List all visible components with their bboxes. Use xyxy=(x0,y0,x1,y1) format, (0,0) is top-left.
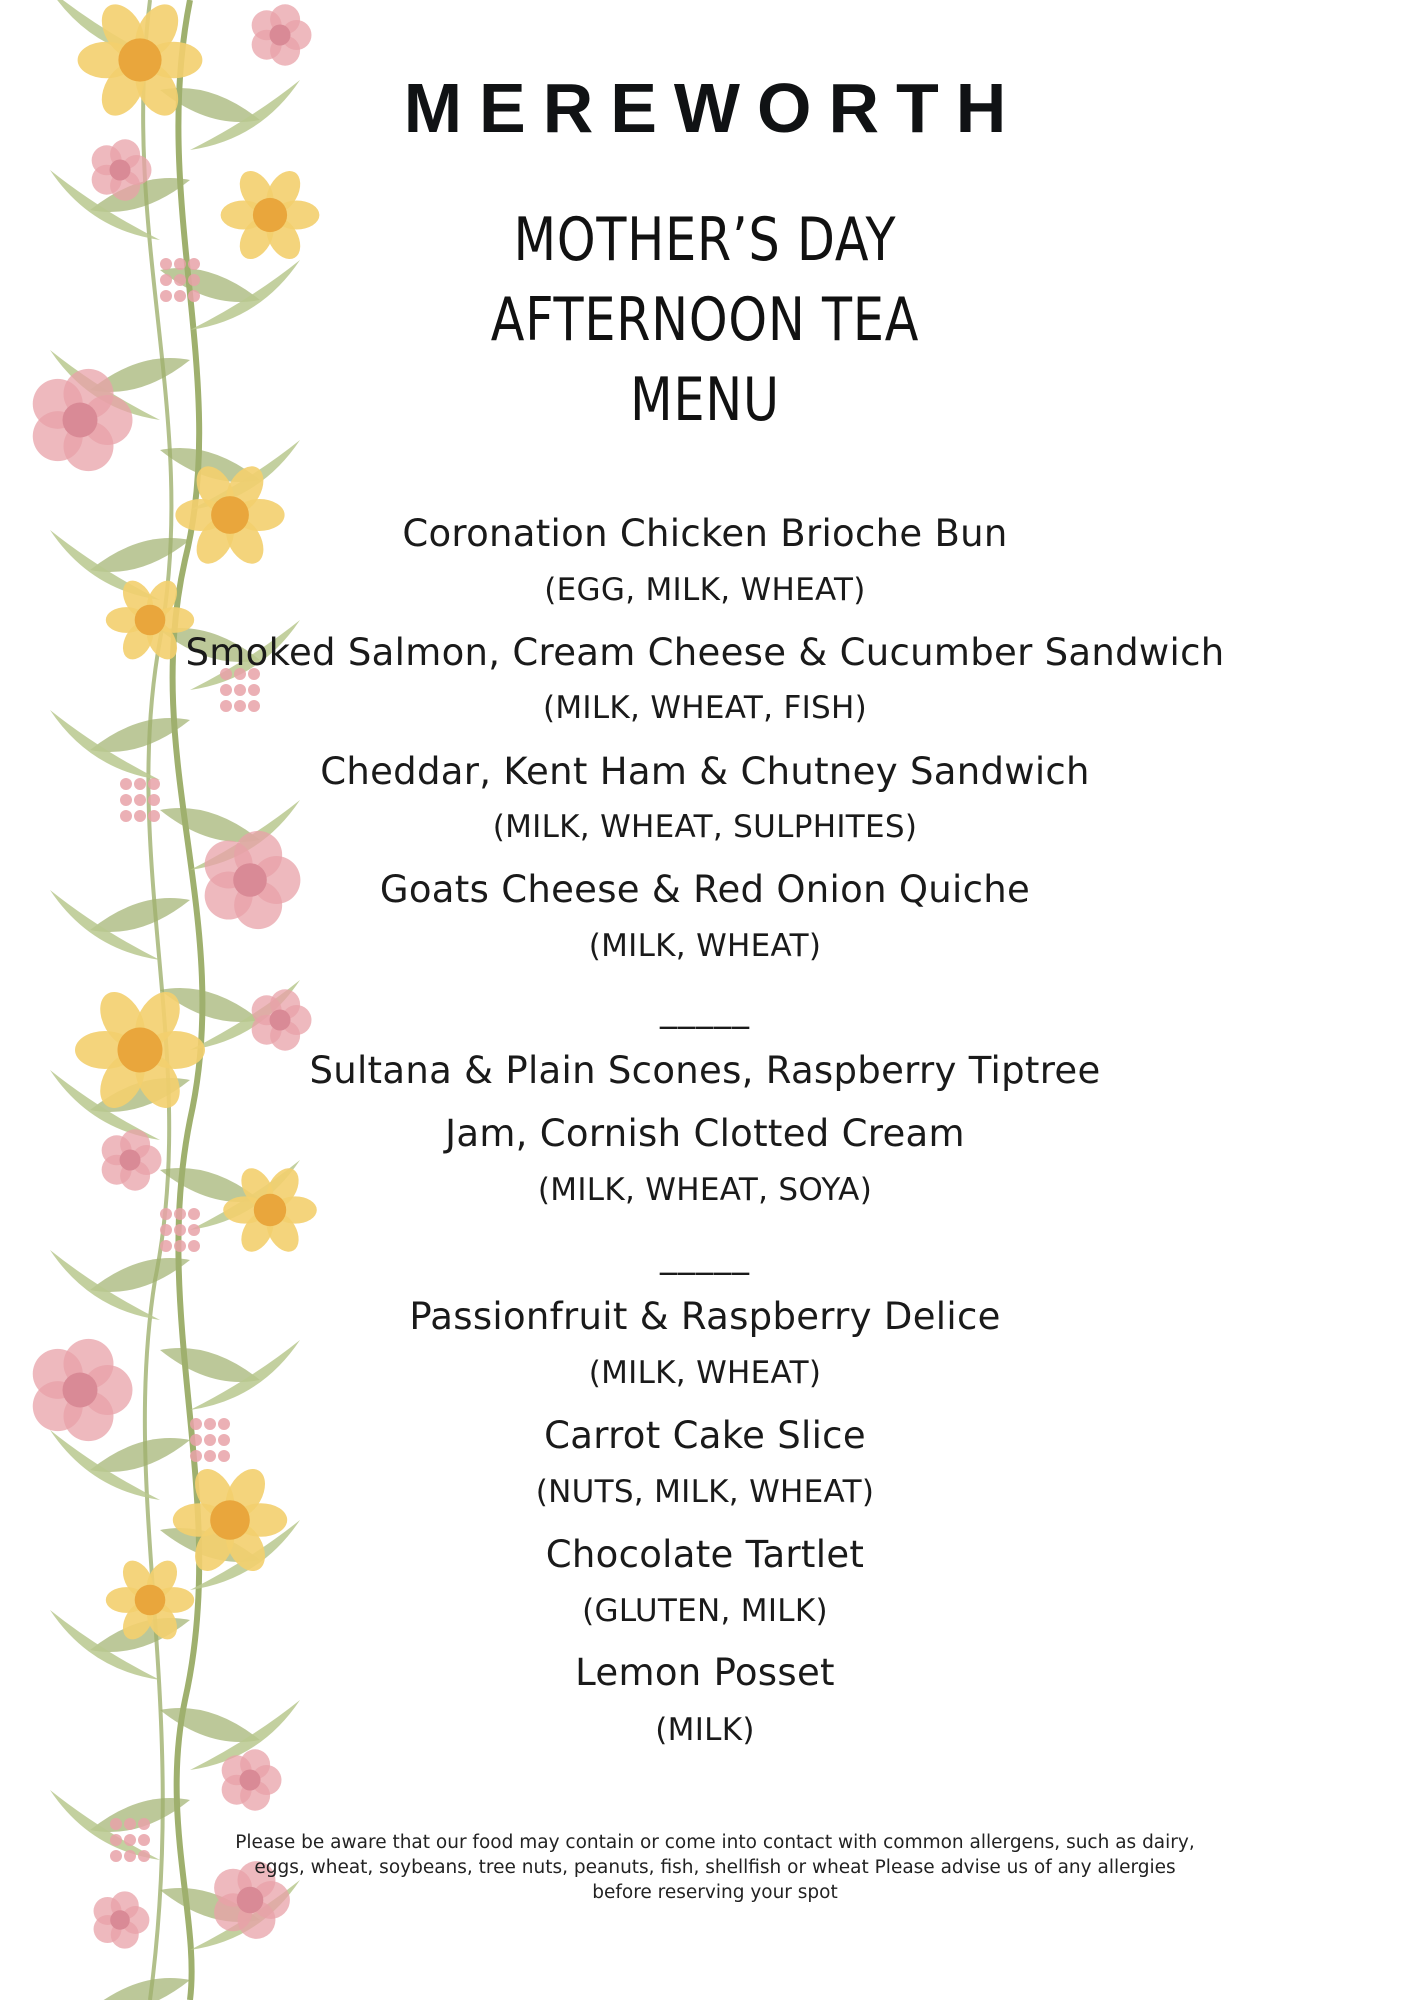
menu-item-allergens: (EGG, MILK, WHEAT) xyxy=(544,572,866,608)
section-separator: _____ xyxy=(660,990,750,1030)
menu-item-allergens: (MILK, WHEAT) xyxy=(588,1355,822,1391)
menu-item-allergens: (MILK, WHEAT, SOYA) xyxy=(537,1172,873,1208)
menu-item-allergens: (NUTS, MILK, WHEAT) xyxy=(535,1474,875,1510)
title-line-3: MENU xyxy=(630,365,780,435)
brand-logo: MEREWORTH xyxy=(403,69,1024,147)
menu-item-name: Chocolate Tartlet xyxy=(545,1533,865,1576)
allergen-notice-line-3: before reserving your spot xyxy=(592,1882,838,1903)
menu-item-name: Lemon Posset xyxy=(575,1651,835,1694)
menu-item-name: Goats Cheese & Red Onion Quiche xyxy=(379,868,1031,911)
section-separator: _____ xyxy=(660,1236,750,1276)
menu-item-name: Jam, Cornish Clotted Cream xyxy=(445,1112,965,1155)
allergen-notice xyxy=(230,1830,1200,1905)
menu-title xyxy=(210,200,1200,440)
menu-item-name: Cheddar, Kent Ham & Chutney Sandwich xyxy=(320,750,1090,793)
menu-item-allergens: (GLUTEN, MILK) xyxy=(582,1593,828,1629)
title-line-2: AFTERNOON TEA xyxy=(490,285,920,355)
menu-item-allergens: (MILK, WHEAT) xyxy=(588,928,822,964)
menu-item-name: Carrot Cake Slice xyxy=(544,1414,866,1457)
menu-item-allergens: (MILK, WHEAT, SULPHITES) xyxy=(492,809,918,845)
allergen-notice-line-2: eggs, wheat, soybeans, tree nuts, peanuts, fish, shellfish or wheat Please advise us of any allergies xyxy=(254,1857,1176,1878)
allergen-notice-line-1: Please be aware that our food may contain or come into contact with common allergens, such as dairy, xyxy=(235,1832,1195,1853)
menu-item-name: Sultana & Plain Scones, Raspberry Tiptree xyxy=(309,1049,1101,1092)
menu-item-name: Coronation Chicken Brioche Bun xyxy=(402,512,1008,555)
title-line-1: MOTHER’S DAY xyxy=(513,205,897,275)
menu-item-name: Passionfruit & Raspberry Delice xyxy=(409,1295,1001,1338)
menu-item-name: Smoked Salmon, Cream Cheese & Cucumber Sandwich xyxy=(185,631,1225,674)
menu-item-allergens: (MILK) xyxy=(655,1712,755,1748)
menu-item-allergens: (MILK, WHEAT, FISH) xyxy=(542,690,868,726)
